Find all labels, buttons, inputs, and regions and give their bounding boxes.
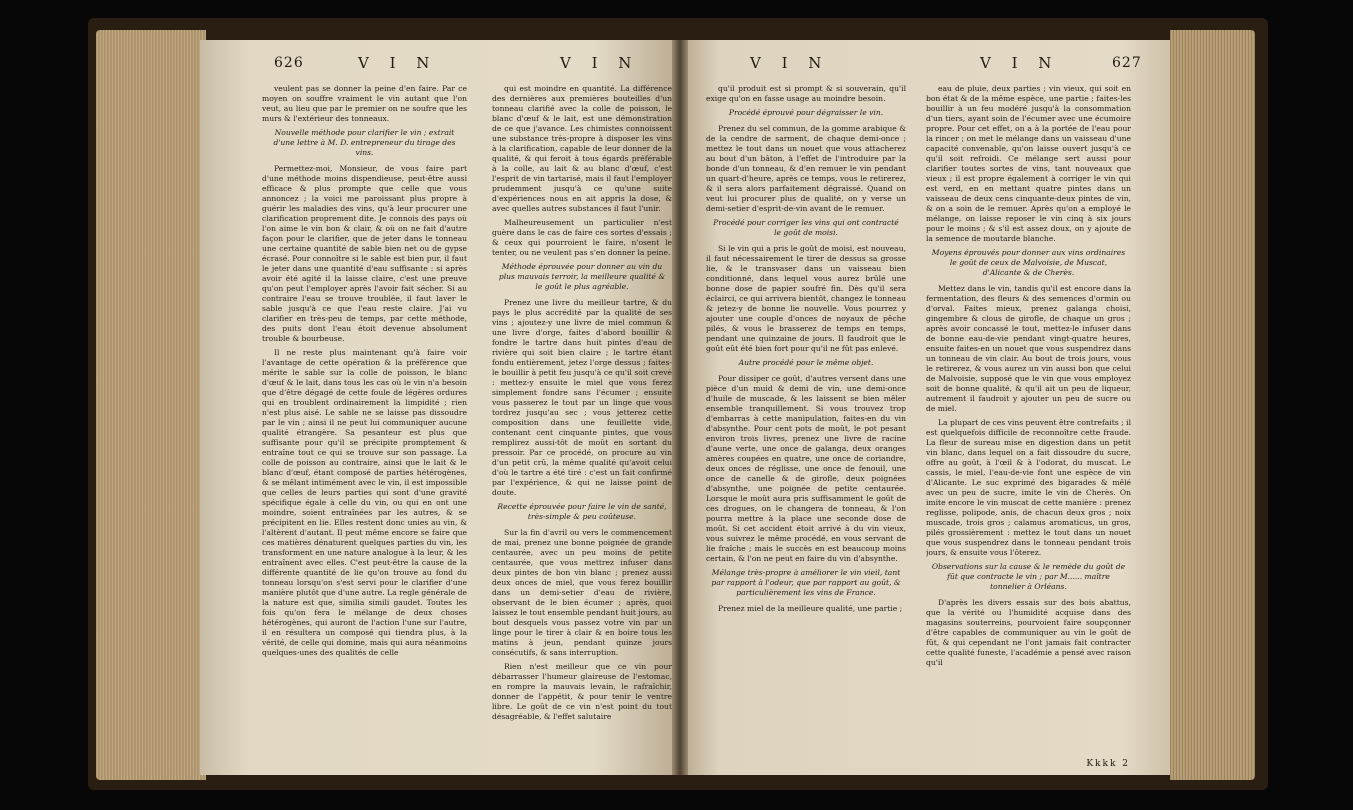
right-page <box>680 40 1170 775</box>
section-heading: Recette éprouvée pour faire le vin de santé, très-simple & peu coûteuse. <box>497 502 667 521</box>
paragraph: Rien n'est meilleur que ce vin pour débarrasser l'humeur glaireuse de l'estomac, en rompre la mauvais levain, le rafraîchir, donner de l'appétit, & pour tenir le ventre libre. Le goût de ce vin n'est point du tout désagréable, & l'effet salutaire <box>492 662 672 721</box>
text-column-1 <box>706 84 906 764</box>
book-gutter <box>672 40 688 775</box>
section-heading: Mélange très-propre à améliorer le vin vieil, tant par rapport à l'odeur, que par rapport au goût, & particulièrement les vins de France. <box>711 568 901 597</box>
paragraph: Permettez-moi, Monsieur, de vous faire part d'une méthode moins dispendieuse, peut-être aussi efficace & plus prompte que celle que vous annoncez ; la voici me paroissant plus propre à guérir les maladies des vins, qu'à leur procurer une clarification proprement dite. Je connois des pays où l'on aime le vin bon & clair, & où on ne fait d'autre façon pour le clarifier, que de jeter dans le tonneau une certaine quantité de sable bien net ou de gypse écrasé. Pour connoître si le sable est bien pur, il faut le jeter dans une quantité d'eau suffisante : si après avoir été agité il la laisse claire, c'est une preuve qu'on peut l'employer après l'avoir fait sécher. Si au contraire l'eau se trouve troublée, il faut laver le sable jusqu'à ce que l'eau reste claire. J'ai vu clarifier en très-peu de temps, par cette méthode, des puits dont l'eau étoit devenue absolument trouble & bourbeuse. <box>262 164 467 343</box>
text-column-2 <box>492 84 672 764</box>
paragraph: Il ne reste plus maintenant qu'à faire voir l'avantage de cette opération & la préférence que mérite le sable sur la colle de poisson, le blanc d'œuf & le lait, dans tous les cas où le vin n'a besoin que d'être dégagé de cette foule de légères ordures qui en troublent ordinairement la limpidité ; rien n'est plus aisé. Le sable ne se laisse pas dissoudre par le vin ; ainsi il ne peut lui communiquer aucune qualité étrangère. Sa pesanteur est plus que suffisante pour qu'il se précipite promptement & entraîne tout ce qui se trouve sur son passage. La colle de poisson au contraire, ainsi que le lait & le blanc d'œuf, étant composé de parties hétérogènes, & se mêlant intimément avec le vin, il est impossible que celles de leurs parties qui sont d'une gravité spécifique égale à celle du vin, ou qui en ont une moindre, soient entraînées par les autres, & se précipitent en lie. Elles restent donc unies au vin, & l'altèrent d'autant. Il peut même encore se faire que ces matières dénaturent quelques parties du vin, les transforment en une nature analogue à la leur, & les entraînent avec elles. C'est peut-être la cause de la différente quantité de lie qu'on trouve au fond du tonneau lorsqu'on s'est servi pour le clarifier d'une manière plutôt que d'une autre. La regle générale de la nature est que, similia simili gaudet. Toutes les fois qu'on fera le mélange de deux choses hétérogènes, qui auront de l'action l'une sur l'autre, il en résultera un composé qui tiendra plus, à la vérité, de celle qui domine, mais qui aura néanmoins quelques-unes des qualités de celle <box>262 348 467 657</box>
paragraph: Mettez dans le vin, tandis qu'il est encore dans la fermentation, des fleurs & des semences d'ormin ou d'orval. Faites mieux, prenez galanga choisi, gingembre & clous de girofle, de chaque un gros ; après avoir concassé le tout, mettez-le infuser dans de bonne eau-de-vie pendant vingt-quatre heures, ensuite faites-en un nouet que vous suspendrez dans un tonneau de vin clair. Au bout de trois jours, vous le retirerez, & vous aurez un vin aussi bon que celui de Malvoisie, supposé que le vin que vous employez soit de bonne qualité, & qu'il ait un peu de liqueur, autrement il faudroit y ajouter un peu de sucre ou de miel. <box>926 284 1131 413</box>
running-title: V I N <box>750 54 830 72</box>
page-edges-right <box>1170 30 1255 780</box>
paragraph: qu'il produit est si prompt & si souverain, qu'il exige qu'on en fasse usage au moindre besoin. <box>706 84 906 103</box>
page-number: 627 <box>1112 55 1142 71</box>
paragraph: Prenez du sel commun, de la gomme arabique & de la cendre de sarment, de chaque demi-once ; mettez le tout dans un nouet que vous attacherez au bout d'un bâton, à l'effet de l'introduire par la bonde d'un tonneau, & d'en remuer le vin pendant un quart-d'heure, après ce temps, vous le retirerez, & il sera alors parfaitement dégraissé. Quand on veut lui procurer plus de qualité, on y verse un demi-setier d'esprit-de-vin avant de le remuer. <box>706 124 906 213</box>
paragraph: Pour dissiper ce goût, d'autres versent dans une pièce d'un muid & demi de vin, une demi-once d'huile de muscade, & les laissent se bien mêler ensemble tranquillement. Si vous trouvez trop d'embarras à cette manipulation, faites-en du vin d'absynthe. Pour cent pots de moût, le pot pesant environ trois livres, prenez une livre de racine d'aune verte, une once de galanga, deux oranges amères coupées en quatre, une once de coriandre, deux onces de réglisse, une once de fenouil, une once de canelle & de girofle, deux poignées d'absynthe, une poignée de petite centaurée. Lorsque le moût aura pris suffisamment le goût de ces drogues, on le changera de tonneau, & l'on pourra mettre à la place une seconde dose de moût. Si cet accident étoit arrivé à du vin vieux, vous suivrez le même procédé, en vous servant de lie fraîche ; mais le succès en est beaucoup moins certain, & l'on ne peut en faire du vin d'absynthe. <box>706 374 906 563</box>
paragraph: eau de pluie, deux parties ; vin vieux, qui soit en bon état & de la même espèce, une partie ; faites-les bouillir à un feu modéré jusqu'à la consommation d'un tiers, ayant soin de l'écumer avec une écumoire propre. Pour cet effet, on a à la portée de l'eau pour la rincer ; on met le mélange dans un vaisseau d'une capacité convenable, qu'on laisse ouvert jusqu'à ce qu'il soit refroidi. Ce mélange sert aussi pour clarifier toutes sortes de vins, tant nouveaux que vieux ; il est propre également à corriger le vin qui est verd, en en mettant quatre pintes dans un vaisseau de deux cens cinquante-deux pintes de vin, & on a soin de le remuer. Après qu'on a employé le mélange, on laisse reposer le vin cinq à six jours pour le moins ; & s'il est assez doux, on y ajoute de la semence de moutarde blanche. <box>926 84 1131 243</box>
left-page <box>200 40 680 775</box>
page-number: 626 <box>274 55 304 71</box>
page-edges-left <box>96 30 206 780</box>
paragraph: Prenez une livre du meilleur tartre, & du pays le plus accrédité par la qualité de ses vins ; ajoutez-y une livre de miel commun & une livre d'orge, faites d'abord bouillir & fondre le tartre dans huit pintes d'eau de rivière qui soit bien claire ; le tartre étant fondu entièrement, jetez l'orge dessus ; faites-le bouillir à petit feu jusqu'à ce qu'il soit crevé : mettez-y ensuite le miel que vous ferez simplement fondre sans l'écumer ; ensuite vous passerez le tout par un linge que vous tordrez jusqu'au sec ; vous jetterez cette composition dans une feuillette vide, contenant cent cinquante pintes, que vous remplirez aussi-tôt de moût en sortant du pressoir. Par ce procédé, on procure au vin d'un petit crû, la même qualité qu'avoit celui d'où le tartre a été tiré : c'est un fait confirmé par l'expérience, & qui ne laisse point de doute. <box>492 298 672 497</box>
paragraph: veulent pas se donner la peine d'en faire. Par ce moyen on souffre vraiment le vin autant que l'on veut, au lieu que par le premier on ne soufre que les murs & l'extérieur des tonneaux. <box>262 84 467 123</box>
section-heading: Nouvelle méthode pour clarifier le vin ; extrait d'une lettre à M. D. entrepreneur du tirage des vins. <box>273 128 456 157</box>
paragraph: Prenez miel de la meilleure qualité, une partie ; <box>718 604 903 613</box>
text-column-1 <box>262 84 467 764</box>
paragraph: Sur la fin d'avril ou vers le commencement de mai, prenez une bonne poignée de grande centaurée, avec un peu moins de petite centaurée, que vous mettrez infuser dans deux pintes de bon vin blanc ; prenez aussi deux onces de miel, que vous ferez bouillir dans un demi-setier d'eau de rivière, observant de le bien écumer ; après, quoi laissez le tout ensemble pendant huit jours, au bout desquels vous passez votre vin par un linge pour le tirer à clair & en boire tous les matins à jeun, pendant quinze jours consécutifs, & sans interruption. <box>492 528 672 657</box>
paragraph: Malheureusement un particulier n'est guère dans le cas de faire ces sortes d'essais ; & ceux qui pourroient le faire, n'osent le tenter, ou ne veulent pas s'en donner la peine. <box>492 218 672 257</box>
section-heading: Moyens éprouvés pour donner aux vins ordinaires le goût de ceux de Malvoisie, de Muscat, d'Alicante & de Cherès. <box>931 248 1126 277</box>
running-title: V I N <box>358 54 438 72</box>
paragraph: Si le vin qui a pris le goût de moisi, est nouveau, il faut nécessairement le tirer de dessus sa grosse lie, & le transvaser dans un vaisseau bien conditionné, dans lequel vous aurez brûlé une bonne dose de papier soufré fin. Dès qu'il sera éclairci, ce qui arrivera bientôt, changez le tonneau & jetez-y de bonne lie nouvelle. Vous pourrez y ajouter une couple d'onces de noyaux de pêche pilés, & vous le brasserez de temps en temps, pendant une quinzaine de jours. Il faudroit que le goût eût été bien fort pour qu'il ne fût pas enlevé. <box>706 244 906 353</box>
text-column-2 <box>926 84 1131 764</box>
section-heading: Méthode éprouvée pour donner au vin du plus mauvais terroir, la meilleure qualité & le goût le plus agréable. <box>498 262 666 291</box>
paragraph: D'après les divers essais sur des bois abattus, que la vérité ou l'humidité acquise dans des magasins souterreins, pourvoient faire soupçonner d'être capables de communiquer au vin le goût de fût, & qui cependant ne l'ont jamais fait contracter cette qualité funeste, l'académie a pensé avec raison qu'il <box>926 598 1131 667</box>
paragraph: La plupart de ces vins peuvent être contrefaits ; il est quelquefois difficile de reconnoître cette fraude. La fleur de sureau mise en digestion dans un petit vin blanc, dans lequel on a fait dissoudre du sucre, offre au goût, à l'œil & à l'odorat, du muscat. Le cassis, le miel, l'eau-de-vie font une espèce de vin d'Alicante. Le suc exprimé des bigarades & mêlé avec un peu de sucre, imite le vin de Cherès. On imite encore le vin muscat de cette manière : prenez reglisse, polipode, anis, de chacun deux gros ; noix muscade, trois gros ; calamus aromaticus, un gros, pilés grossièrement : mettez le tout dans un nouet que vous suspendrez dans le tonneau pendant trois jours, & ensuite vous l'ôterez. <box>926 418 1131 557</box>
section-heading: Observations sur la cause & le remède du goût de fût que contracte le vin ; par M...... maître tonnelier à Orléans. <box>931 562 1126 591</box>
running-title: V I N <box>980 54 1060 72</box>
section-heading: Autre procédé pour le même objet. <box>738 358 874 367</box>
signature-mark: Kkkk 2 <box>1086 759 1130 769</box>
running-title: V I N <box>560 54 640 72</box>
section-heading: Procédé éprouvé pour dégraisser le vin. <box>728 108 884 117</box>
section-heading: Procédé pour corriger les vins qui ont contracté le goût de moisi. <box>713 218 899 237</box>
paragraph: qui est moindre en quantité. La différence des dernières aux premières bouteilles d'un tonneau clarifié avec la colle de poisson, le blanc d'œuf & le lait, est une démonstration de ce que j'avance. Les chimistes connoissent une substance très-propre à disposer les vins à la clarification, capable de leur donner de la qualité, & qui feroit à tous égards préférable à la colle, au lait & au blanc d'œuf, c'est l'esprit de vin tartarisé, mais il faut l'employer prudemment jusqu'à ce qu'une suite d'expériences nous en ait appris la dose, & avec quelles autres substances il faut l'unir. <box>492 84 672 213</box>
